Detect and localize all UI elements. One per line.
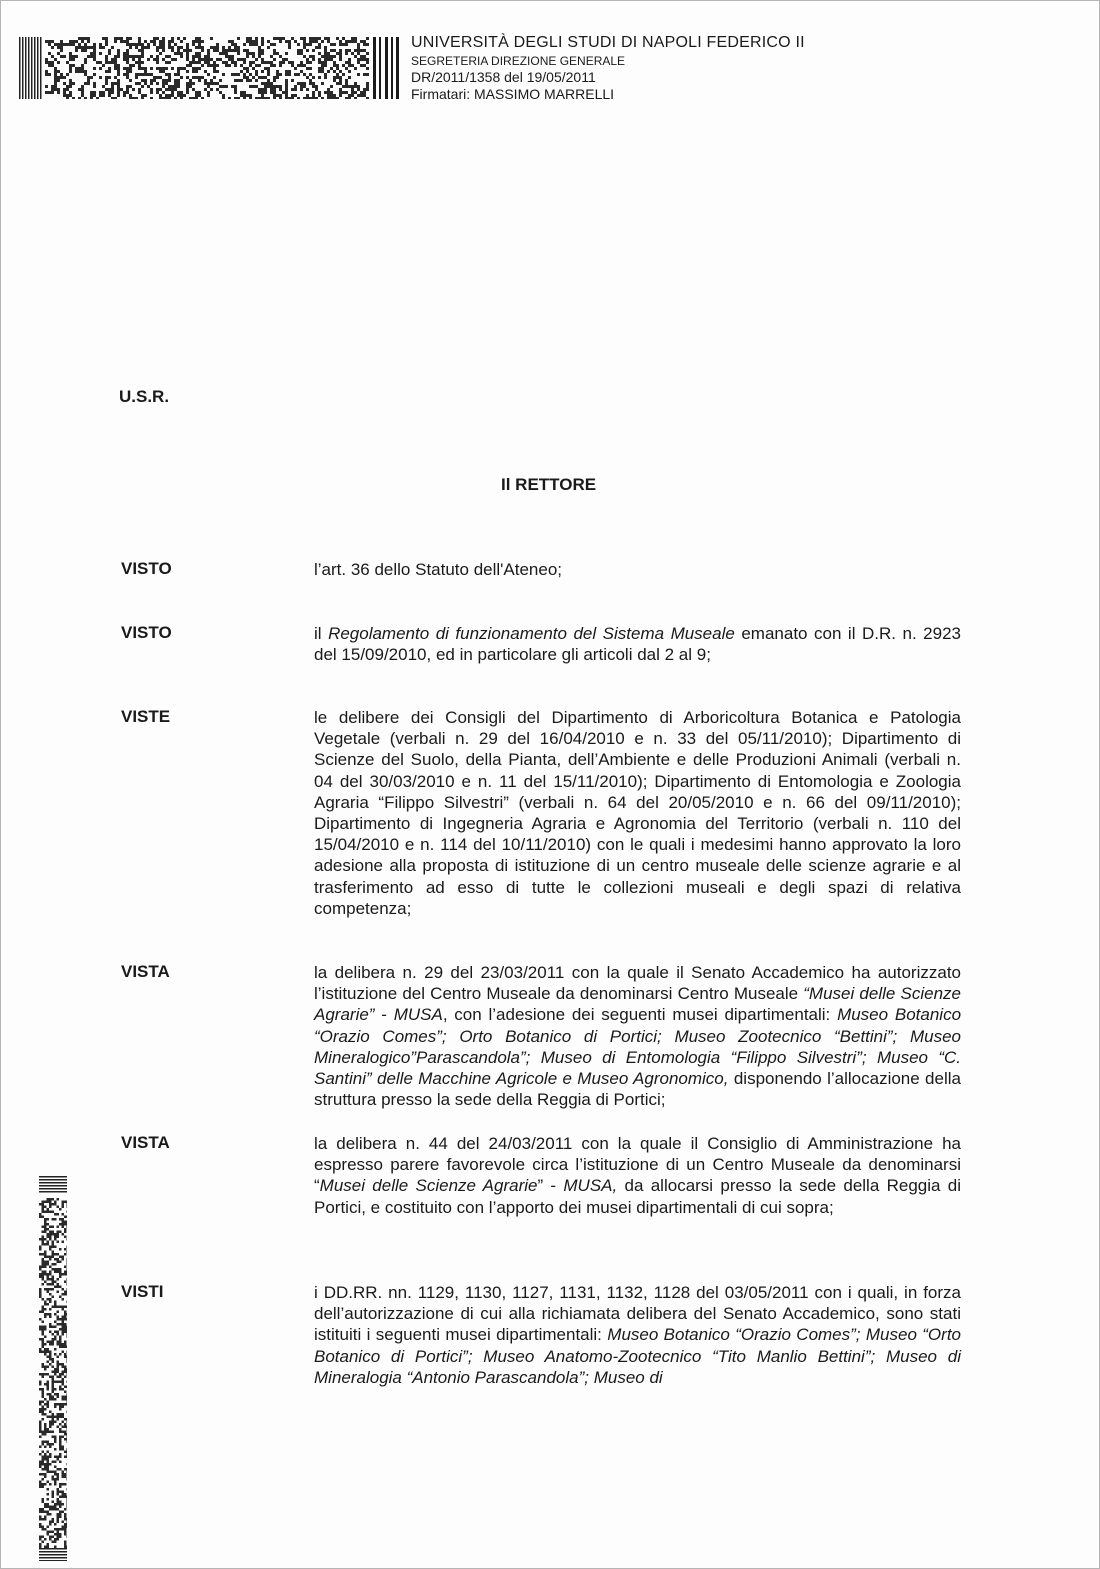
office-code: U.S.R. bbox=[119, 387, 170, 406]
text-run: la delibera n. 29 del 23/03/2011 con la quale il Senato Accademico ha autorizzato l’istituzione del Centro Museale da denominarsi Centro Museale bbox=[314, 963, 961, 1004]
italic-run: Regolamento di funzionamento del Sistema Museale bbox=[328, 624, 735, 643]
recital-label: VISTO bbox=[121, 559, 172, 578]
recital-label: VISTO bbox=[121, 623, 172, 642]
text-run: disponendo l’allocazione della struttura presso la sede della Reggia di Portici; bbox=[314, 1069, 961, 1110]
recital-text bbox=[314, 559, 961, 580]
text-run: l’art. 36 dello Statuto dell'Ateneo; bbox=[314, 560, 563, 579]
italic-run: Museo Botanico “Orazio Comes”; Museo “Orto Botanico di Portici”; Museo Anatomo-Zootecnico “Tito Manlio Bettini”; Museo di Mineralogia “Antonio Parascandola”; Museo di bbox=[314, 1325, 961, 1387]
recital-label: VISTA bbox=[121, 1133, 170, 1152]
recital-text bbox=[314, 1282, 961, 1388]
text-run: i DD.RR. nn. 1129, 1130, 1127, 1131, 1132, 1128 del 03/05/2011 con i quali, in forza dell’autorizzazione di cui alla richiamata delibera del Senato Accademico, sono stati istituiti i seguenti musei dipartimentali: bbox=[314, 1283, 961, 1345]
text-run: la delibera n. 44 del 24/03/2011 con la quale il Consiglio di Amministrazione ha espresso parere favorevole circa l’istituzione di un Centro Museale da denominarsi “ bbox=[314, 1134, 961, 1196]
signatories: Firmatari: MASSIMO MARRELLI bbox=[411, 86, 615, 102]
text-run: il bbox=[314, 624, 329, 643]
recital-text bbox=[314, 707, 961, 919]
text-run: , con l’adesione dei seguenti musei dipartimentali: bbox=[442, 1005, 838, 1025]
text-run: emanato con il D.R. n. 2923 del 15/09/2010, ed in particolare gli articoli dal 2 al 9; bbox=[314, 624, 961, 665]
institution-name: UNIVERSITÀ DEGLI STUDI DI NAPOLI FEDERICO II bbox=[411, 34, 805, 51]
recital-text bbox=[314, 623, 961, 665]
page-title: Il RETTORE bbox=[501, 475, 597, 494]
recital-label: VISTE bbox=[121, 707, 171, 726]
italic-run: Museo Botanico “Orazio Comes”; Orto Botanico di Portici; Museo Zootecnico “Bettini”; Museo Mineralogico”Parascandola”; Museo di Entomologia “Filippo Silvestri”; Museo “C. Santini” delle Macchine Agricole e Museo Agronomico, bbox=[314, 1005, 962, 1089]
italic-run: Musei delle Scienze Agrarie bbox=[319, 1176, 538, 1196]
text-run: - bbox=[374, 1005, 394, 1025]
recital-label: VISTI bbox=[121, 1282, 164, 1301]
protocol-header bbox=[411, 35, 805, 101]
italic-run: “Musei delle Scienze Agrarie” bbox=[314, 984, 961, 1025]
recital-label: VISTA bbox=[121, 962, 170, 981]
italic-run: MUSA, bbox=[563, 1176, 618, 1196]
recital-text bbox=[314, 962, 961, 1110]
side-barcode-icon bbox=[39, 1176, 67, 1561]
decree-reference: DR/2011/1358 del 19/05/2011 bbox=[411, 69, 596, 85]
text-run: le delibere dei Consigli del Dipartimento di Arboricoltura Botanica e Patologia Vegetale (verbali n. 29 del 16/04/2010 e n. 33 del 05/11/2010); Dipartimento di Scienze del Suolo, della Pianta, dell’Ambiente e delle Produzioni Animali (verbali n. 04 del 30/03/2010 e n. 11 del 15/11/2010); Dipartimento di Entomologia e Zoologia Agraria “Filippo Silvestri” (verbali n. 64 del 20/05/2010 e n. 66 del 09/11/2010); Dipartimento di Ingegneria Agraria e Agronomia del Territorio (verbali n. 110 del 15/04/2010 e n. 114 del 10/11/2010) con le quali i medesimi hanno approvato la loro adesione alla proposta di istituzione di un centro museale delle scienze agrarie e al trasferimento ad esso di tutte le collezioni museali e degli spazi di relativa competenza; bbox=[314, 708, 961, 918]
text-run: da allocarsi presso la sede della Reggia di Portici, e costituito con l’apporto dei musei dipartimentali di cui sopra; bbox=[314, 1176, 961, 1217]
office-name: SEGRETERIA DIREZIONE GENERALE bbox=[411, 54, 626, 68]
italic-run: MUSA bbox=[393, 1005, 443, 1025]
datamatrix-barcode-icon bbox=[19, 37, 399, 99]
text-run: ” - bbox=[537, 1176, 564, 1196]
recital-text bbox=[314, 1133, 961, 1218]
